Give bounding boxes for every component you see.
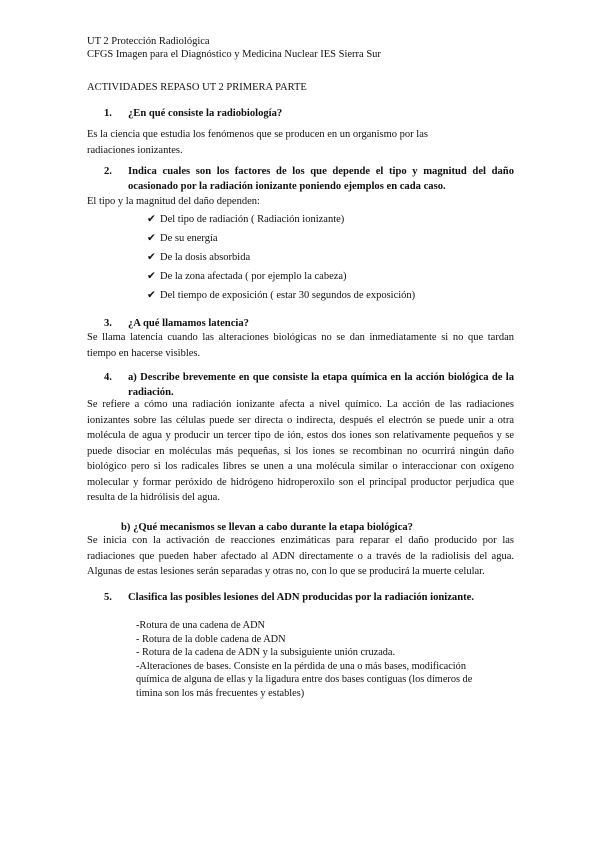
answer-1: Es la ciencia que estudia los fenómenos que se producen en un organismo por las radiaciones ionizantes. [87, 129, 428, 156]
header-line-1: UT 2 Protección Radiológica [87, 36, 210, 47]
lesions-list [136, 619, 496, 700]
answer-2-intro: El tipo y la magnitud del daño dependen: [87, 196, 260, 207]
list-item: ✔ Del tiempo de exposición ( estar 30 segundos de exposición) [147, 290, 416, 301]
list-item: ✔ De la zona afectada ( por ejemplo la cabeza) [147, 271, 347, 282]
question-5-text: Clasifica las posibles lesiones del ADN producidas por la radiación ionizante. [128, 592, 475, 603]
list-item: ✔ De la dosis absorbida [147, 252, 251, 263]
question-1-number: 1. [104, 108, 112, 119]
answer-3: Se llama latencia cuando las alteraciones biológicas no se dan inmediatamente si no que tardan tiempo en hacerse visibles. [87, 332, 514, 359]
question-5 [104, 590, 474, 605]
check-icon: ✔ [147, 214, 156, 225]
question-2-text: Indica cuales son los factores de los que depende el tipo y magnitud del daño ocasionado por la radiación ionizante poniendo ejemplos en cada caso. [128, 166, 514, 192]
question-4-number: 4. [104, 372, 112, 383]
list-item: -Rotura de una cadena de ADN [136, 620, 265, 631]
question-1-text: ¿En qué consiste la radiobiología? [128, 108, 283, 119]
check-icon: ✔ [147, 271, 156, 282]
list-item: - Rotura de la doble cadena de ADN [136, 633, 286, 645]
question-2 [104, 164, 514, 194]
factors-list [147, 212, 415, 307]
check-icon: ✔ [147, 252, 156, 263]
question-3-text: ¿A qué llamamos latencia? [128, 318, 249, 329]
check-icon: ✔ [147, 233, 156, 244]
list-item: ✔ De su energía [147, 233, 218, 244]
question-2-number: 2. [104, 166, 112, 177]
question-4b: b) ¿Qué mecanismos se llevan a cabo durante la etapa biológica? [121, 522, 413, 533]
answer-4a: Se refiere a cómo una radiación ionizante afecta a nivel químico. La acción de las radiaciones ionizantes sobre las células puede ser directa o indirecta, después el electrón se puede unir a otra molécula de agua y producir un tercer tipo de ión, estos dos iones son relativamente pequeños y se puede disociar en moléculas más pequeñas, si los iones se recombinan no ocurrirá ningún daño biológico pero si los radicales libres se unen a una molécula similar o interaccionar con oxígeno molecular y formar peróxido de hidrógeno hidroperoxilo son el principal productor perjudica que resulta de la hidrólisis del agua. [87, 399, 514, 503]
check-icon: ✔ [147, 290, 156, 301]
answer-4b: Se inicia con la activación de reacciones enzimáticas para reparar el daño producido por las radiaciones que pueden haber afectado al ADN directamente o a través de la radiolisis del agua. Algunas de estas lesiones serán separadas y otras no, con lo que se producirá la muerte celular. [87, 535, 514, 577]
question-4a-text: a) Describe brevemente en que consiste la etapa química en la acción biológica de la radiación. [128, 372, 514, 398]
header-line-2: CFGS Imagen para el Diagnóstico y Medicina Nuclear IES Sierra Sur [87, 49, 381, 60]
question-4a [104, 370, 514, 400]
document-title: ACTIVIDADES REPASO UT 2 PRIMERA PARTE [87, 82, 307, 93]
list-item: ✔ Del tipo de radiación ( Radiación ionizante) [147, 214, 345, 225]
question-5-number: 5. [104, 592, 112, 603]
question-3 [104, 316, 249, 331]
list-item: - Rotura de la cadena de ADN y la subsiguiente unión cruzada. [136, 647, 396, 658]
question-3-number: 3. [104, 318, 112, 329]
question-1 [104, 106, 282, 121]
list-item: -Alteraciones de bases. Consiste en la pérdida de una o más bases, modificación química de alguna de ellas y la ligadura entre dos bases contiguas (los dímeros de timina son los más frecuentes y estables) [136, 660, 473, 699]
